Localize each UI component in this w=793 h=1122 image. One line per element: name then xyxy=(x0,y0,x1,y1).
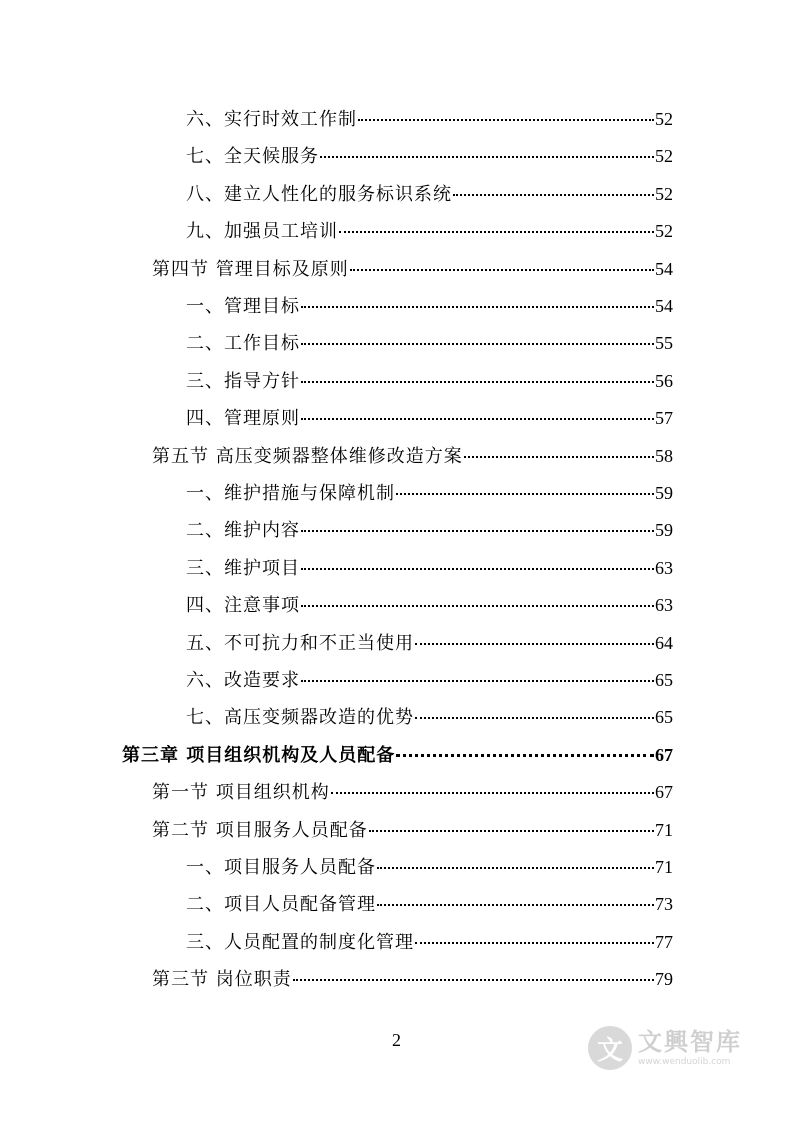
toc-entry-page: 65 xyxy=(655,707,673,728)
toc-dot-leader xyxy=(293,979,654,981)
toc-entry-label: 第五节 高压变频器整体维修改造方案 xyxy=(152,445,463,467)
toc-entry-label: 四、管理原则 xyxy=(186,408,300,430)
page-number: 2 xyxy=(392,1030,401,1050)
toc-entry-page: 63 xyxy=(655,557,673,578)
toc-entry-label: 六、实行时效工作制 xyxy=(186,109,357,130)
toc-entry-page: 64 xyxy=(655,632,673,653)
toc-dot-leader xyxy=(350,269,654,271)
toc-dot-leader xyxy=(301,381,654,383)
toc-entry-page: 56 xyxy=(655,370,673,391)
toc-entry-page: 52 xyxy=(655,109,673,129)
toc-entry-label: 三、人员配置的制度化管理 xyxy=(186,931,414,953)
toc-entry[interactable] xyxy=(186,928,673,956)
toc-entry-page: 52 xyxy=(655,146,673,167)
toc-entry-label: 第三章 项目组织机构及人员配备 xyxy=(122,744,396,766)
toc-entry-label: 第一节 项目组织机构 xyxy=(152,782,330,804)
toc-entry[interactable] xyxy=(152,816,673,844)
toc-entry[interactable] xyxy=(186,217,673,245)
toc-entry[interactable] xyxy=(152,442,673,470)
toc-entry[interactable] xyxy=(186,853,673,881)
toc-dot-leader xyxy=(415,717,654,719)
toc-entry-label: 二、工作目标 xyxy=(186,333,300,355)
toc-dot-leader xyxy=(369,830,654,832)
toc-dot-leader xyxy=(301,605,654,607)
toc-entry-page: 79 xyxy=(655,969,673,990)
toc-entry-label: 二、项目人员配备管理 xyxy=(186,894,376,916)
toc-entry-page: 63 xyxy=(655,595,673,616)
toc-dot-leader xyxy=(415,643,654,645)
watermark-glyph: 文 xyxy=(596,1035,623,1066)
toc-entry-label: 第四节 管理目标及原则 xyxy=(152,258,349,280)
watermark-name: 文興智库 xyxy=(638,1028,742,1056)
toc-dot-leader xyxy=(377,904,654,906)
toc-entry-page: 65 xyxy=(655,670,673,690)
toc-entry[interactable] xyxy=(152,778,673,806)
toc-dot-leader xyxy=(320,156,654,158)
toc-entry[interactable] xyxy=(152,965,673,993)
toc-entry[interactable] xyxy=(186,703,673,731)
toc-entry[interactable] xyxy=(186,591,673,619)
toc-entry-label: 第三节 岗位职责 xyxy=(152,969,292,991)
toc-dot-leader xyxy=(339,231,654,233)
toc-entry[interactable] xyxy=(186,292,673,320)
toc-entry-label: 三、指导方针 xyxy=(186,370,300,392)
watermark-icon xyxy=(588,1026,632,1070)
toc-entry[interactable] xyxy=(186,180,673,208)
toc-entry-label: 二、维护内容 xyxy=(186,520,300,542)
toc-entry-page: 67 xyxy=(655,782,673,803)
toc-entry-label: 一、项目服务人员配备 xyxy=(186,857,376,878)
toc-dot-leader xyxy=(301,568,654,570)
toc-entry-page: 77 xyxy=(655,931,673,952)
toc-entry-page: 54 xyxy=(655,296,673,316)
toc-entry-label: 九、加强员工培训 xyxy=(186,221,338,243)
toc-entry-page: 59 xyxy=(655,483,673,503)
toc-entry[interactable] xyxy=(186,666,673,694)
toc-entry-label: 七、全天候服务 xyxy=(186,146,319,168)
watermark-text xyxy=(638,1028,742,1068)
toc-entry[interactable] xyxy=(186,404,673,432)
toc-entry[interactable] xyxy=(186,629,673,657)
toc-entry-label: 八、建立人性化的服务标识系统 xyxy=(186,183,452,205)
toc-dot-leader xyxy=(301,343,654,345)
toc-entry[interactable] xyxy=(186,554,673,582)
toc-entry[interactable] xyxy=(186,516,673,544)
toc-entry-page: 71 xyxy=(655,819,673,840)
watermark-logo xyxy=(588,1020,778,1076)
toc-dot-leader xyxy=(453,194,654,196)
toc-entry-page: 57 xyxy=(655,408,673,429)
toc-entry[interactable] xyxy=(186,367,673,395)
toc-dot-leader xyxy=(396,493,654,495)
toc-dot-leader xyxy=(331,792,654,794)
toc-dot-leader xyxy=(301,530,654,532)
toc-dot-leader xyxy=(301,680,654,682)
toc-entry-label: 七、高压变频器改造的优势 xyxy=(186,707,414,729)
toc-entry-page: 58 xyxy=(655,445,673,466)
toc-dot-leader xyxy=(301,418,654,420)
toc-entry[interactable] xyxy=(186,479,673,507)
toc-entry-page: 67 xyxy=(655,744,673,765)
toc-entry[interactable] xyxy=(152,255,673,283)
toc-entry[interactable] xyxy=(122,741,673,769)
toc-entry-label: 一、维护措施与保障机制 xyxy=(186,483,395,504)
toc-entry-page: 52 xyxy=(655,183,673,204)
toc-entry-page: 73 xyxy=(655,894,673,915)
toc-entry-label: 五、不可抗力和不正当使用 xyxy=(186,632,414,654)
toc-entry-label: 六、改造要求 xyxy=(186,670,300,691)
toc-entry[interactable] xyxy=(186,329,673,357)
toc-entry-label: 一、管理目标 xyxy=(186,296,300,317)
toc-entry[interactable] xyxy=(186,890,673,918)
toc-entry-page: 55 xyxy=(655,333,673,354)
toc-entry-label: 三、维护项目 xyxy=(186,557,300,579)
toc-entry-page: 59 xyxy=(655,520,673,541)
toc-entry[interactable] xyxy=(186,105,673,133)
toc-entry-label: 四、注意事项 xyxy=(186,595,300,617)
toc-dot-leader xyxy=(377,867,654,869)
toc-dot-leader xyxy=(301,306,654,308)
watermark-url: www.wenduolib.com xyxy=(638,1057,731,1067)
toc-entry-page: 52 xyxy=(655,221,673,242)
toc-dot-leader xyxy=(415,942,654,944)
toc-dot-leader xyxy=(396,754,654,757)
toc-entry[interactable] xyxy=(186,142,673,170)
toc-dot-leader xyxy=(358,119,654,121)
toc-entry-page: 54 xyxy=(655,258,673,279)
toc-entry-page: 71 xyxy=(655,857,673,877)
toc-dot-leader xyxy=(464,456,654,458)
toc-entry-label: 第二节 项目服务人员配备 xyxy=(152,819,368,841)
